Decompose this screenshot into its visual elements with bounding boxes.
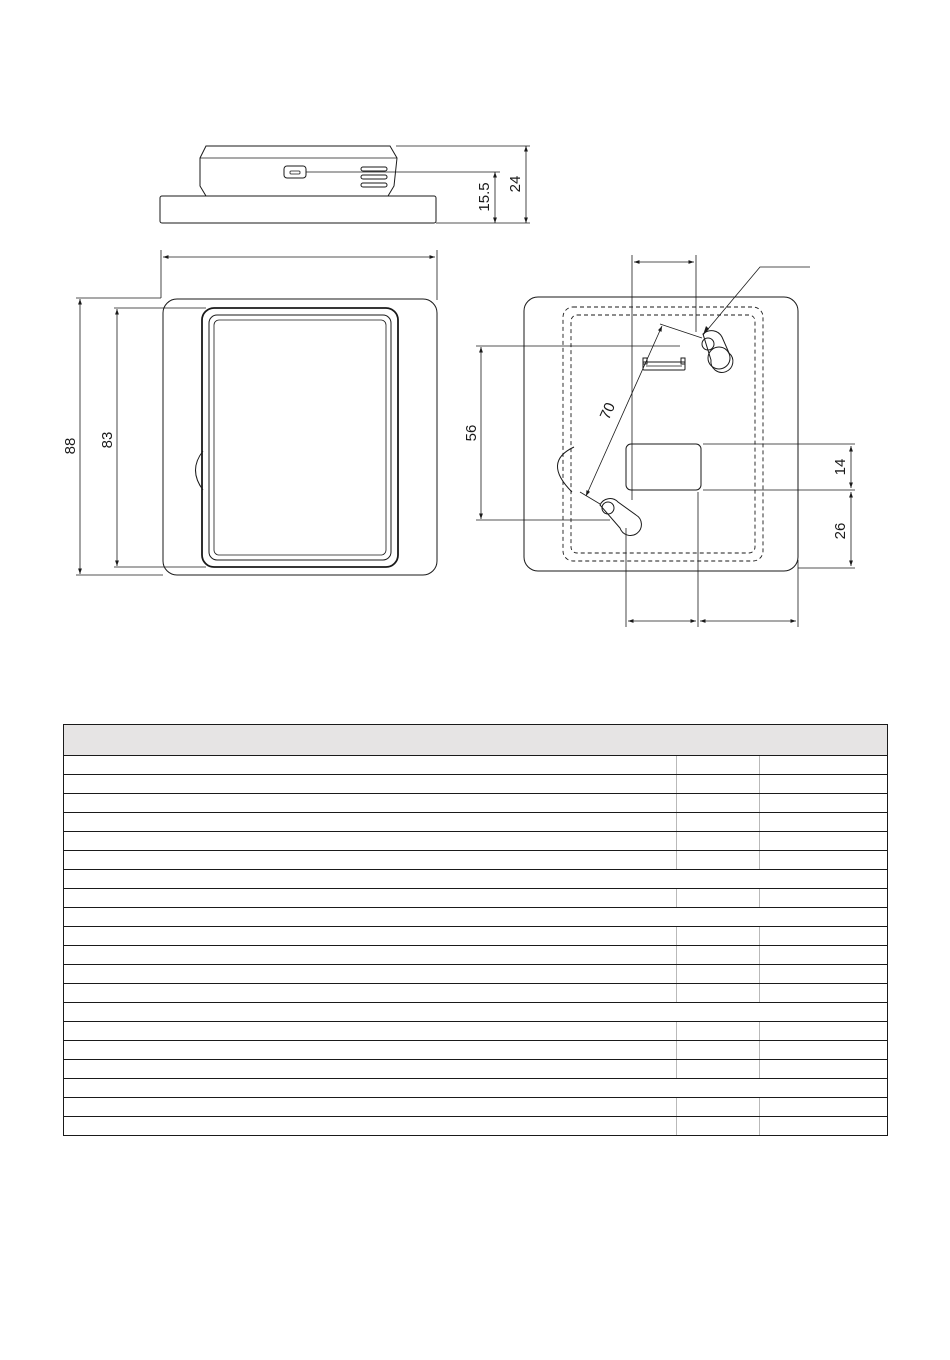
table-row [64, 756, 888, 775]
table-cell [677, 889, 760, 908]
table-row [64, 851, 888, 870]
table-cell [64, 1022, 677, 1041]
vent-slots [361, 167, 387, 187]
table-cell [64, 889, 677, 908]
table-cell [760, 775, 888, 794]
table-cell [760, 1041, 888, 1060]
dim-frame-height: 88 [62, 437, 79, 455]
dim-hole-diagonal: 70 [596, 400, 620, 423]
table-cell [677, 813, 760, 832]
table-cell [64, 851, 677, 870]
front-view [62, 250, 437, 575]
connector-icon [643, 358, 685, 370]
table-header-row [64, 725, 888, 756]
table-section-row [64, 1003, 888, 1022]
table-row [64, 1098, 888, 1117]
dim-hole-vertical: 56 [463, 424, 480, 442]
table-cell [677, 965, 760, 984]
table-row [64, 889, 888, 908]
table-body [64, 756, 888, 1136]
table-cell [677, 984, 760, 1003]
table-cell [677, 851, 760, 870]
table-cell [64, 1117, 677, 1136]
table-cell [677, 1098, 760, 1117]
table-section-row [64, 908, 888, 927]
table-cell [760, 1117, 888, 1136]
table-cell [64, 775, 677, 794]
table-cell [64, 1060, 677, 1079]
table-cell [677, 1060, 760, 1079]
table-row [64, 946, 888, 965]
keyhole-top-icon [702, 331, 733, 373]
table-row [64, 813, 888, 832]
keyhole-bottom-icon [600, 499, 641, 536]
table-cell [677, 927, 760, 946]
dim-height-base: 15.5 [476, 182, 493, 212]
side-view [160, 146, 530, 223]
table-cell [677, 756, 760, 775]
specification-table [63, 724, 888, 1136]
table-cell [64, 832, 677, 851]
usb-port-icon [284, 166, 306, 178]
table-cell [760, 965, 888, 984]
table-row [64, 927, 888, 946]
dim-cutout-offset: 26 [832, 522, 849, 540]
table-cell [760, 1060, 888, 1079]
table-row [64, 775, 888, 794]
table-cell [677, 794, 760, 813]
back-view [463, 255, 855, 627]
table-cell [677, 1022, 760, 1041]
table-cell [64, 927, 677, 946]
table-row [64, 1041, 888, 1060]
dim-height-total: 24 [507, 175, 524, 193]
table-row [64, 832, 888, 851]
table-cell [760, 832, 888, 851]
table-cell [677, 1041, 760, 1060]
table-cell [677, 775, 760, 794]
table-cell [64, 813, 677, 832]
table-cell [760, 851, 888, 870]
table-cell [760, 756, 888, 775]
table-cell [760, 1098, 888, 1117]
table-row [64, 1117, 888, 1136]
section-cell [64, 1079, 888, 1098]
table-cell [64, 794, 677, 813]
table-cell [677, 1117, 760, 1136]
dim-cutout-height: 14 [832, 458, 849, 476]
table-row [64, 794, 888, 813]
section-cell [64, 870, 888, 889]
table-cell [760, 794, 888, 813]
table-cell [64, 965, 677, 984]
table-cell [760, 813, 888, 832]
dim-display-height: 83 [99, 431, 116, 449]
table-cell [64, 946, 677, 965]
table-row [64, 965, 888, 984]
table-cell [760, 889, 888, 908]
table-cell [64, 756, 677, 775]
table-cell [760, 946, 888, 965]
table-cell [64, 1098, 677, 1117]
table-cell [64, 1041, 677, 1060]
table-cell [760, 984, 888, 1003]
table-section-row [64, 1079, 888, 1098]
table-header [64, 725, 888, 756]
section-cell [64, 908, 888, 927]
table-cell [760, 927, 888, 946]
section-cell [64, 1003, 888, 1022]
table-cell [64, 984, 677, 1003]
table-row [64, 984, 888, 1003]
table-section-row [64, 870, 888, 889]
table-cell [760, 1022, 888, 1041]
table-cell [677, 946, 760, 965]
table-cell [677, 832, 760, 851]
table-row [64, 1060, 888, 1079]
table-row [64, 1022, 888, 1041]
